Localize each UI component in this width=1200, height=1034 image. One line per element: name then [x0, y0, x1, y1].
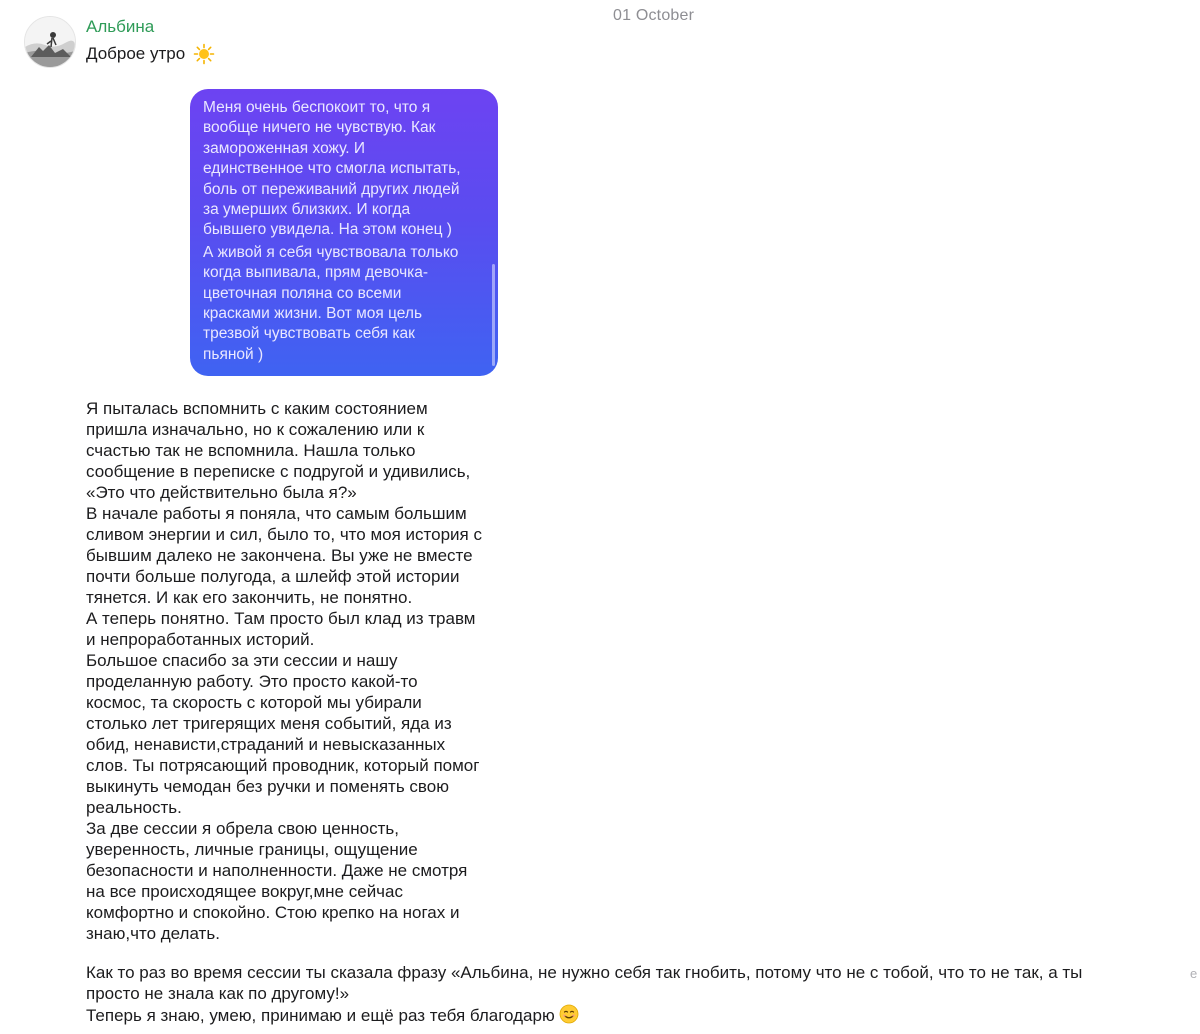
sun-emoji-icon	[193, 43, 215, 65]
smiling-face-emoji-icon	[559, 1004, 579, 1024]
date-separator: 01 October	[613, 7, 695, 24]
avatar-photo	[25, 17, 75, 67]
message-body-text: Я пыталась вспомнить с каким состоянием пришла изначально, но к сожалению или к счастью так не вспомнила. Нашла только сообщение в переписке с подругой и удивились, «Это что действительно была я?» В начале работы я поняла, что самым большим сливом энергии и сил, было то, что моя история с бывшим далеко не закончена. Вы уже не вместе почти больше полугода, а шлейф этой истории тянется. И как его закончить, не понятно. А теперь понятно. Там просто был клад из травм и непроработанных историй. Большое спасибо за эти сессии и нашу проделанную работу. Это просто какой-то космос, та скорость с которой мы убирали столько лет тригерящих меня событий, яда из обид, ненависти,страданий и невысказанных слов. Ты потрясающий проводник, который помог выкинуть чемодан без ручки и поменять свою реальность. За две сессии я обрела свою ценность, уверенность, личные границы, ощущение безопасности и наполненности. Даже не смотря на все происходящее вокруг,мне сейчас комфортно и спокойно. Стою крепко на ногах и знаю,что делать.	[86, 399, 482, 943]
bubble-scrollbar[interactable]	[492, 264, 495, 366]
bubble-paragraph: Меня очень беспокоит то, что я вообще ничего не чувствую. Как замороженная хожу. И единственное что смогла испытать, боль от переживаний других людей за умерших близких. И когда бывшего увидела. На этом конец )	[203, 99, 461, 239]
sender-name[interactable]: Альбина	[86, 17, 155, 36]
image-message-bubble[interactable]	[190, 89, 498, 376]
bubble-paragraph: А живой я себя чувствовала только когда выпивала, прям девочка- цветочная поляна со всеми красками жизни. Вот моя цель трезвой чувствовать себя как пьяной )	[203, 243, 459, 363]
cutoff-text-fragment: e	[1190, 966, 1198, 981]
message-final-text	[86, 962, 1186, 1026]
final-text-content: Как то раз во время сессии ты сказала фразу «Альбина, не нужно себя так гнобить, потому что не с тобой, что то не так, а ты просто не знала как по другому!» Теперь я знаю, умею, принимаю и ещё раз тебя благодарю	[86, 963, 1083, 1025]
sender-avatar[interactable]	[24, 16, 76, 68]
greeting-text: Доброе утро	[86, 44, 186, 63]
greeting-message	[86, 43, 215, 65]
